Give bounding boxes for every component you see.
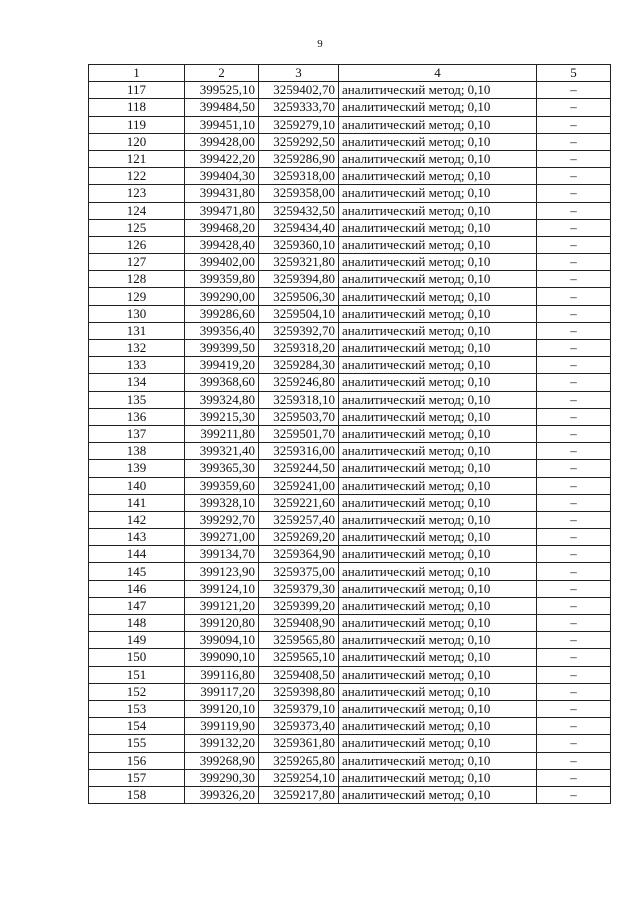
note-cell: – <box>537 340 611 357</box>
note-cell: – <box>537 425 611 442</box>
method-cell: аналитический метод; 0,10 <box>339 271 537 288</box>
y-coordinate-cell: 3259565,10 <box>259 649 339 666</box>
point-number-cell: 127 <box>89 254 185 271</box>
table-row <box>89 752 611 769</box>
y-coordinate-cell: 3259375,00 <box>259 563 339 580</box>
x-coordinate-cell: 399404,30 <box>185 168 259 185</box>
note-cell: – <box>537 563 611 580</box>
table-row <box>89 340 611 357</box>
x-coordinate-cell: 399451,10 <box>185 116 259 133</box>
y-coordinate-cell: 3259373,40 <box>259 718 339 735</box>
point-number-cell: 143 <box>89 529 185 546</box>
table-row <box>89 254 611 271</box>
note-cell: – <box>537 718 611 735</box>
method-cell: аналитический метод; 0,10 <box>339 357 537 374</box>
x-coordinate-cell: 399368,60 <box>185 374 259 391</box>
header-row <box>89 65 611 82</box>
y-coordinate-cell: 3259398,80 <box>259 683 339 700</box>
table-row <box>89 133 611 150</box>
note-cell: – <box>537 752 611 769</box>
note-cell: – <box>537 288 611 305</box>
note-cell: – <box>537 632 611 649</box>
point-number-cell: 141 <box>89 494 185 511</box>
point-number-cell: 152 <box>89 683 185 700</box>
y-coordinate-cell: 3259379,10 <box>259 700 339 717</box>
x-coordinate-cell: 399268,90 <box>185 752 259 769</box>
y-coordinate-cell: 3259379,30 <box>259 580 339 597</box>
point-number-cell: 126 <box>89 236 185 253</box>
point-number-cell: 124 <box>89 202 185 219</box>
x-coordinate-cell: 399120,80 <box>185 615 259 632</box>
y-coordinate-cell: 3259286,90 <box>259 150 339 167</box>
method-cell: аналитический метод; 0,10 <box>339 477 537 494</box>
method-cell: аналитический метод; 0,10 <box>339 769 537 786</box>
y-coordinate-cell: 3259241,00 <box>259 477 339 494</box>
method-cell: аналитический метод; 0,10 <box>339 374 537 391</box>
note-cell: – <box>537 786 611 803</box>
point-number-cell: 140 <box>89 477 185 494</box>
y-coordinate-cell: 3259399,20 <box>259 597 339 614</box>
point-number-cell: 153 <box>89 700 185 717</box>
table-row <box>89 460 611 477</box>
y-coordinate-cell: 3259265,80 <box>259 752 339 769</box>
y-coordinate-cell: 3259506,30 <box>259 288 339 305</box>
note-cell: – <box>537 700 611 717</box>
y-coordinate-cell: 3259360,10 <box>259 236 339 253</box>
table-header <box>89 65 611 82</box>
y-coordinate-cell: 3259565,80 <box>259 632 339 649</box>
page-number: 9 <box>317 38 323 50</box>
table-row <box>89 168 611 185</box>
x-coordinate-cell: 399359,60 <box>185 477 259 494</box>
table-row <box>89 322 611 339</box>
y-coordinate-cell: 3259503,70 <box>259 408 339 425</box>
x-coordinate-cell: 399117,20 <box>185 683 259 700</box>
x-coordinate-cell: 399431,80 <box>185 185 259 202</box>
header-col-4: 4 <box>339 65 537 82</box>
y-coordinate-cell: 3259333,70 <box>259 99 339 116</box>
method-cell: аналитический метод; 0,10 <box>339 460 537 477</box>
method-cell: аналитический метод; 0,10 <box>339 133 537 150</box>
method-cell: аналитический метод; 0,10 <box>339 168 537 185</box>
note-cell: – <box>537 391 611 408</box>
point-number-cell: 136 <box>89 408 185 425</box>
y-coordinate-cell: 3259284,30 <box>259 357 339 374</box>
x-coordinate-cell: 399290,00 <box>185 288 259 305</box>
note-cell: – <box>537 615 611 632</box>
point-number-cell: 133 <box>89 357 185 374</box>
point-number-cell: 155 <box>89 735 185 752</box>
coordinates-table <box>88 64 611 804</box>
table-row <box>89 305 611 322</box>
x-coordinate-cell: 399286,60 <box>185 305 259 322</box>
method-cell: аналитический метод; 0,10 <box>339 649 537 666</box>
table-row <box>89 185 611 202</box>
x-coordinate-cell: 399468,20 <box>185 219 259 236</box>
method-cell: аналитический метод; 0,10 <box>339 391 537 408</box>
x-coordinate-cell: 399090,10 <box>185 649 259 666</box>
note-cell: – <box>537 374 611 391</box>
table-row <box>89 82 611 99</box>
x-coordinate-cell: 399119,90 <box>185 718 259 735</box>
table-row <box>89 786 611 803</box>
point-number-cell: 156 <box>89 752 185 769</box>
table-row <box>89 649 611 666</box>
x-coordinate-cell: 399428,00 <box>185 133 259 150</box>
method-cell: аналитический метод; 0,10 <box>339 202 537 219</box>
x-coordinate-cell: 399132,20 <box>185 735 259 752</box>
table-body <box>89 82 611 804</box>
note-cell: – <box>537 511 611 528</box>
method-cell: аналитический метод; 0,10 <box>339 546 537 563</box>
y-coordinate-cell: 3259292,50 <box>259 133 339 150</box>
x-coordinate-cell: 399399,50 <box>185 340 259 357</box>
note-cell: – <box>537 116 611 133</box>
point-number-cell: 157 <box>89 769 185 786</box>
table-row <box>89 615 611 632</box>
table-row <box>89 511 611 528</box>
table-row <box>89 546 611 563</box>
method-cell: аналитический метод; 0,10 <box>339 305 537 322</box>
y-coordinate-cell: 3259269,20 <box>259 529 339 546</box>
table-row <box>89 443 611 460</box>
method-cell: аналитический метод; 0,10 <box>339 82 537 99</box>
y-coordinate-cell: 3259501,70 <box>259 425 339 442</box>
method-cell: аналитический метод; 0,10 <box>339 580 537 597</box>
table-row <box>89 99 611 116</box>
point-number-cell: 135 <box>89 391 185 408</box>
method-cell: аналитический метод; 0,10 <box>339 425 537 442</box>
note-cell: – <box>537 271 611 288</box>
table-row <box>89 632 611 649</box>
note-cell: – <box>537 133 611 150</box>
y-coordinate-cell: 3259246,80 <box>259 374 339 391</box>
table-row <box>89 116 611 133</box>
x-coordinate-cell: 399402,00 <box>185 254 259 271</box>
y-coordinate-cell: 3259221,60 <box>259 494 339 511</box>
note-cell: – <box>537 219 611 236</box>
note-cell: – <box>537 305 611 322</box>
point-number-cell: 146 <box>89 580 185 597</box>
method-cell: аналитический метод; 0,10 <box>339 340 537 357</box>
point-number-cell: 128 <box>89 271 185 288</box>
table-row <box>89 357 611 374</box>
y-coordinate-cell: 3259318,10 <box>259 391 339 408</box>
x-coordinate-cell: 399290,30 <box>185 769 259 786</box>
point-number-cell: 121 <box>89 150 185 167</box>
method-cell: аналитический метод; 0,10 <box>339 632 537 649</box>
method-cell: аналитический метод; 0,10 <box>339 322 537 339</box>
note-cell: – <box>537 254 611 271</box>
point-number-cell: 130 <box>89 305 185 322</box>
x-coordinate-cell: 399124,10 <box>185 580 259 597</box>
y-coordinate-cell: 3259316,00 <box>259 443 339 460</box>
method-cell: аналитический метод; 0,10 <box>339 563 537 580</box>
y-coordinate-cell: 3259434,40 <box>259 219 339 236</box>
table-row <box>89 597 611 614</box>
point-number-cell: 134 <box>89 374 185 391</box>
method-cell: аналитический метод; 0,10 <box>339 150 537 167</box>
table-row <box>89 288 611 305</box>
note-cell: – <box>537 236 611 253</box>
x-coordinate-cell: 399365,30 <box>185 460 259 477</box>
method-cell: аналитический метод; 0,10 <box>339 236 537 253</box>
note-cell: – <box>537 408 611 425</box>
x-coordinate-cell: 399292,70 <box>185 511 259 528</box>
point-number-cell: 123 <box>89 185 185 202</box>
x-coordinate-cell: 399120,10 <box>185 700 259 717</box>
note-cell: – <box>537 649 611 666</box>
table-row <box>89 408 611 425</box>
method-cell: аналитический метод; 0,10 <box>339 786 537 803</box>
table-row <box>89 219 611 236</box>
y-coordinate-cell: 3259392,70 <box>259 322 339 339</box>
header-col-5: 5 <box>537 65 611 82</box>
x-coordinate-cell: 399134,70 <box>185 546 259 563</box>
method-cell: аналитический метод; 0,10 <box>339 254 537 271</box>
table-row <box>89 425 611 442</box>
x-coordinate-cell: 399215,30 <box>185 408 259 425</box>
x-coordinate-cell: 399484,50 <box>185 99 259 116</box>
y-coordinate-cell: 3259504,10 <box>259 305 339 322</box>
note-cell: – <box>537 168 611 185</box>
x-coordinate-cell: 399321,40 <box>185 443 259 460</box>
header-col-1: 1 <box>89 65 185 82</box>
point-number-cell: 131 <box>89 322 185 339</box>
y-coordinate-cell: 3259402,70 <box>259 82 339 99</box>
point-number-cell: 132 <box>89 340 185 357</box>
point-number-cell: 122 <box>89 168 185 185</box>
table-row <box>89 735 611 752</box>
method-cell: аналитический метод; 0,10 <box>339 735 537 752</box>
x-coordinate-cell: 399359,80 <box>185 271 259 288</box>
x-coordinate-cell: 399356,40 <box>185 322 259 339</box>
point-number-cell: 154 <box>89 718 185 735</box>
x-coordinate-cell: 399328,10 <box>185 494 259 511</box>
table-row <box>89 150 611 167</box>
table-row <box>89 666 611 683</box>
method-cell: аналитический метод; 0,10 <box>339 116 537 133</box>
x-coordinate-cell: 399116,80 <box>185 666 259 683</box>
table-row <box>89 718 611 735</box>
method-cell: аналитический метод; 0,10 <box>339 219 537 236</box>
x-coordinate-cell: 399428,40 <box>185 236 259 253</box>
point-number-cell: 139 <box>89 460 185 477</box>
method-cell: аналитический метод; 0,10 <box>339 185 537 202</box>
point-number-cell: 137 <box>89 425 185 442</box>
table-row <box>89 769 611 786</box>
table-row <box>89 580 611 597</box>
note-cell: – <box>537 460 611 477</box>
x-coordinate-cell: 399525,10 <box>185 82 259 99</box>
y-coordinate-cell: 3259408,50 <box>259 666 339 683</box>
method-cell: аналитический метод; 0,10 <box>339 718 537 735</box>
x-coordinate-cell: 399123,90 <box>185 563 259 580</box>
x-coordinate-cell: 399094,10 <box>185 632 259 649</box>
note-cell: – <box>537 546 611 563</box>
method-cell: аналитический метод; 0,10 <box>339 683 537 700</box>
table-row <box>89 391 611 408</box>
method-cell: аналитический метод; 0,10 <box>339 443 537 460</box>
y-coordinate-cell: 3259318,20 <box>259 340 339 357</box>
x-coordinate-cell: 399121,20 <box>185 597 259 614</box>
note-cell: – <box>537 357 611 374</box>
point-number-cell: 129 <box>89 288 185 305</box>
note-cell: – <box>537 322 611 339</box>
method-cell: аналитический метод; 0,10 <box>339 752 537 769</box>
point-number-cell: 149 <box>89 632 185 649</box>
note-cell: – <box>537 477 611 494</box>
note-cell: – <box>537 99 611 116</box>
x-coordinate-cell: 399211,80 <box>185 425 259 442</box>
point-number-cell: 142 <box>89 511 185 528</box>
y-coordinate-cell: 3259254,10 <box>259 769 339 786</box>
method-cell: аналитический метод; 0,10 <box>339 288 537 305</box>
note-cell: – <box>537 683 611 700</box>
y-coordinate-cell: 3259432,50 <box>259 202 339 219</box>
y-coordinate-cell: 3259408,90 <box>259 615 339 632</box>
x-coordinate-cell: 399471,80 <box>185 202 259 219</box>
table-row <box>89 477 611 494</box>
y-coordinate-cell: 3259394,80 <box>259 271 339 288</box>
table-row <box>89 202 611 219</box>
table-row <box>89 494 611 511</box>
y-coordinate-cell: 3259257,40 <box>259 511 339 528</box>
point-number-cell: 117 <box>89 82 185 99</box>
table-row <box>89 374 611 391</box>
y-coordinate-cell: 3259361,80 <box>259 735 339 752</box>
y-coordinate-cell: 3259217,80 <box>259 786 339 803</box>
note-cell: – <box>537 529 611 546</box>
point-number-cell: 145 <box>89 563 185 580</box>
point-number-cell: 148 <box>89 615 185 632</box>
point-number-cell: 150 <box>89 649 185 666</box>
note-cell: – <box>537 185 611 202</box>
method-cell: аналитический метод; 0,10 <box>339 597 537 614</box>
method-cell: аналитический метод; 0,10 <box>339 615 537 632</box>
table-row <box>89 271 611 288</box>
point-number-cell: 138 <box>89 443 185 460</box>
method-cell: аналитический метод; 0,10 <box>339 666 537 683</box>
method-cell: аналитический метод; 0,10 <box>339 511 537 528</box>
method-cell: аналитический метод; 0,10 <box>339 408 537 425</box>
point-number-cell: 119 <box>89 116 185 133</box>
note-cell: – <box>537 666 611 683</box>
method-cell: аналитический метод; 0,10 <box>339 529 537 546</box>
note-cell: – <box>537 769 611 786</box>
table-row <box>89 683 611 700</box>
table-row <box>89 563 611 580</box>
x-coordinate-cell: 399326,20 <box>185 786 259 803</box>
note-cell: – <box>537 735 611 752</box>
note-cell: – <box>537 443 611 460</box>
y-coordinate-cell: 3259364,90 <box>259 546 339 563</box>
note-cell: – <box>537 150 611 167</box>
y-coordinate-cell: 3259244,50 <box>259 460 339 477</box>
method-cell: аналитический метод; 0,10 <box>339 99 537 116</box>
table-row <box>89 236 611 253</box>
x-coordinate-cell: 399422,20 <box>185 150 259 167</box>
note-cell: – <box>537 597 611 614</box>
point-number-cell: 147 <box>89 597 185 614</box>
note-cell: – <box>537 82 611 99</box>
point-number-cell: 151 <box>89 666 185 683</box>
table-row <box>89 700 611 717</box>
point-number-cell: 144 <box>89 546 185 563</box>
y-coordinate-cell: 3259358,00 <box>259 185 339 202</box>
method-cell: аналитический метод; 0,10 <box>339 494 537 511</box>
point-number-cell: 120 <box>89 133 185 150</box>
x-coordinate-cell: 399419,20 <box>185 357 259 374</box>
y-coordinate-cell: 3259321,80 <box>259 254 339 271</box>
x-coordinate-cell: 399271,00 <box>185 529 259 546</box>
point-number-cell: 118 <box>89 99 185 116</box>
point-number-cell: 125 <box>89 219 185 236</box>
note-cell: – <box>537 580 611 597</box>
method-cell: аналитический метод; 0,10 <box>339 700 537 717</box>
y-coordinate-cell: 3259318,00 <box>259 168 339 185</box>
point-number-cell: 158 <box>89 786 185 803</box>
x-coordinate-cell: 399324,80 <box>185 391 259 408</box>
header-col-2: 2 <box>185 65 259 82</box>
note-cell: – <box>537 494 611 511</box>
header-col-3: 3 <box>259 65 339 82</box>
note-cell: – <box>537 202 611 219</box>
table-row <box>89 529 611 546</box>
y-coordinate-cell: 3259279,10 <box>259 116 339 133</box>
